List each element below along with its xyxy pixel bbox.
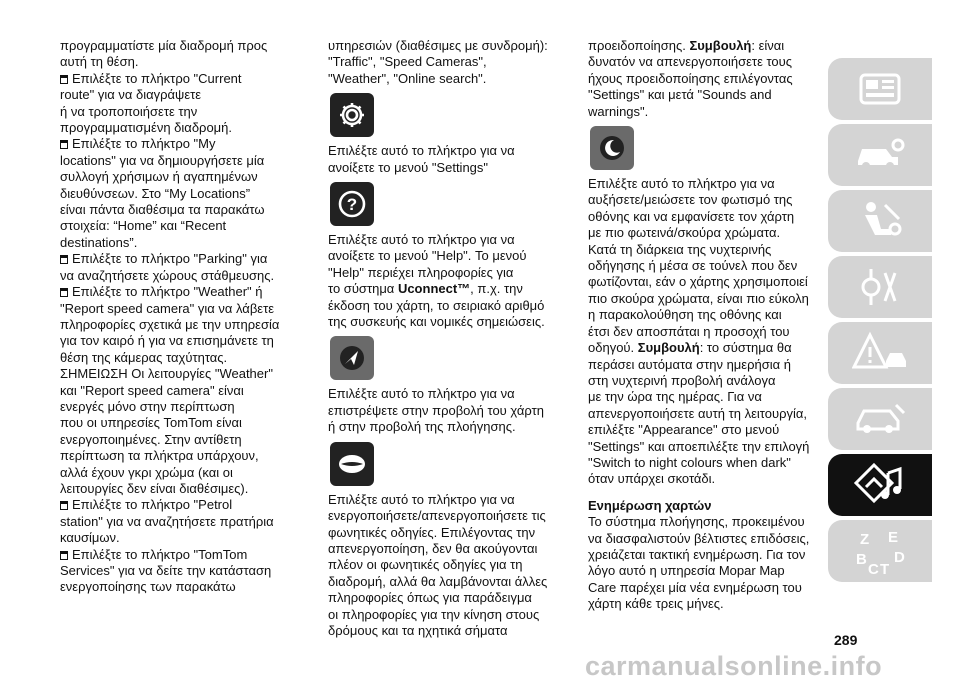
tab-emergency[interactable] <box>828 322 932 384</box>
tab-tools[interactable] <box>828 256 932 318</box>
warning-triangle-car-icon <box>852 331 908 375</box>
gear-icon <box>330 93 374 137</box>
page-number: 289 <box>834 632 858 648</box>
paragraph-help: Επιλέξτε αυτό το πλήκτρο για να ανοίξετε το μενού "Help". Το μενού "Help" περιέχει πληροφορίες για το σύστημα Uconnect™, π.χ. την έκδοση του χάρτη, το σειριακό αριθμό της συσκευής και νομικές σημειώσεις. <box>328 232 545 330</box>
index-letter: T <box>880 561 890 576</box>
index-letter: Z <box>860 531 870 548</box>
paragraph: προγραμματίστε μία διαδρομή προς αυτή τη θέση. <box>60 38 268 70</box>
section-heading: Ενημέρωση χαρτών <box>588 497 712 513</box>
bullet-marker-icon <box>60 140 68 149</box>
tab-specifications[interactable] <box>828 388 932 450</box>
svg-text:?: ? <box>346 195 358 215</box>
paragraph-night-mode: Επιλέξτε αυτό το πλήκτρο για να αυξήσετε/μειώσετε τον φωτισμό της οθόνης και να εμφανίσετε τον χάρτη με πιο φωτεινά/σκούρα χρώματα. Κατά τη διάρκεια της νυχτερινής οδήγησης ή μέσα σε τούνελ που δεν φωτίζονται, εάν ο χάρτης χρησιμοποιεί πιο σκούρα χρώματα, είναι πιο εύκολη η παρακολούθηση της οθόνης και έτσι δεν αποσπάται η προσοχή του οδηγού. Συμβουλή: το σύστημα θα περάσει αυτόματα στην ημερήσια ή στη νυχτερινή προβολή ανάλογα με την ώρα της ημέρας. Για να απενεργοποιήσετε αυτή τη λειτουργία, επιλέξτε "Appearance" στο μενού "Settings" και αποεπιλέξτε την επιλογή "Switch to night colours when dark" όταν υπάρχει σκοτάδι. <box>588 176 810 487</box>
column-3 <box>588 38 824 613</box>
bullet-current-route: Επιλέξτε το πλήκτρο "Current route" για να διαγράψετε ή να τροποποιήσετε την προγραμματισμένη διαδρομή. <box>60 70 242 136</box>
bullet-my-locations: Επιλέξτε το πλήκτρο "My locations" για να δημιουργήσετε μία συλλογή χρήσιμων ή αγαπημένων διευθύνσεων. Στο “My Locations” είναι πάντα διαθέσιμα τα παρακάτω στοιχεία: “Home” και “Recent destinations”. <box>60 136 265 250</box>
bullet-marker-icon <box>60 75 68 84</box>
watermark: carmanualsonline.info <box>585 651 883 681</box>
index-letter: D <box>894 549 905 566</box>
airbag-seat-icon <box>855 199 905 243</box>
bullet-marker-icon <box>60 551 68 560</box>
paragraph-sounds: προειδοποίησης. Συμβουλή: είναι δυνατόν να απενεργοποιήσετε τους ήχους προειδοποίησης επιλέγοντας "Settings" και μετά "Sounds and warnings". <box>588 38 793 119</box>
bullet-tomtom-services: Επιλέξτε το πλήκτρο "TomTom Services" για να δείτε την κατάσταση ενεργοποίησης των παρακάτω <box>60 546 272 595</box>
tab-index[interactable] <box>828 520 932 582</box>
navigation-arrow-icon <box>330 336 374 380</box>
note-paragraph: ΣΗΜΕΙΩΣΗ Οι λειτουργίες "Weather" και "Report speed camera" είναι ενεργές μόνο στην περίπτωση που οι υπηρεσίες TomTom είναι ενεργοποιημένες. Στην αντίθετη περίπτωση τα πλήκτρα υπάρχουν, αλλά έχουν γκρι χρώμα (και οι λειτουργίες δεν είναι διαθέσιμες). <box>60 366 273 496</box>
bullet-parking: Επιλέξτε το πλήκτρο "Parking" για να αναζητήσετε χώρους στάθμευσης. <box>60 251 275 283</box>
tools-icon <box>855 265 905 309</box>
tab-dashboard[interactable] <box>828 58 932 120</box>
paragraph-voice-guidance: Επιλέξτε αυτό το πλήκτρο για να ενεργοποιήσετε/απενεργοποιήσετε τις φωνητικές οδηγίες. Επιλέγοντας την απενεργοποίηση, δεν θα ακούγονται πλέον οι φωνητικές οδηγίες για τη διαδρομή, αλλά θα λαμβάνονται άλλες πληροφορίες όπως για παράδειγμα οι πληροφορίες για την κίνηση στους δρόμους και τα ηχητικά σήματα <box>328 491 548 638</box>
paragraph-settings: Επιλέξτε αυτό το πλήκτρο για να ανοίξετε το μενού "Settings" <box>328 143 515 175</box>
bullet-petrol-station: Επιλέξτε το πλήκτρο "Petrol station" για να αναζητήσετε πρατήρια καυσίμων. <box>60 497 274 546</box>
question-icon <box>330 182 374 226</box>
column-1 <box>60 38 300 596</box>
dashboard-icon <box>855 69 905 109</box>
car-key-icon <box>852 135 908 175</box>
tab-car-key[interactable] <box>828 124 932 186</box>
alphabet-index-icon <box>850 526 910 576</box>
lips-icon <box>330 442 374 486</box>
column-2 <box>328 38 566 639</box>
moon-icon <box>590 126 634 170</box>
car-spec-icon <box>852 399 908 439</box>
bullet-marker-icon <box>60 255 68 264</box>
bullet-marker-icon <box>60 501 68 510</box>
paragraph: υπηρεσιών (διαθέσιμες με συνδρομή): "Traffic", "Speed Cameras", "Weather", "Online search". <box>328 38 548 86</box>
multimedia-icon <box>852 461 908 509</box>
chapter-tabs <box>828 58 932 586</box>
index-letter: B <box>856 551 867 568</box>
tab-safety[interactable] <box>828 190 932 252</box>
bullet-marker-icon <box>60 288 68 297</box>
index-letter: C <box>868 561 879 576</box>
paragraph-map-view: Επιλέξτε αυτό το πλήκτρο για να επιστρέψετε στην προβολή του χάρτη ή στην προβολή της πλοήγησης. <box>328 386 544 435</box>
tab-multimedia[interactable] <box>828 454 932 516</box>
paragraph-map-update: Το σύστημα πλοήγησης, προκειμένου να διασφαλιστούν βέλτιστες επιδόσεις, χρειάζεται τακτική ενημέρωση. Για τον λόγο αυτό η υπηρεσία Mopar Map Care παρέχει μία νέα ενημέρωση του χάρτη κάθε τρεις μήνες. <box>588 514 810 612</box>
bullet-weather: Επιλέξτε το πλήκτρο "Weather" ή "Report speed camera" για να λάβετε πληροφορίες σχετικά με την υπηρεσία για τον καιρό ή για να επισημάνετε τη θέση της κάμερας ταχύτητας. <box>60 284 280 365</box>
index-letter: E <box>888 529 899 546</box>
